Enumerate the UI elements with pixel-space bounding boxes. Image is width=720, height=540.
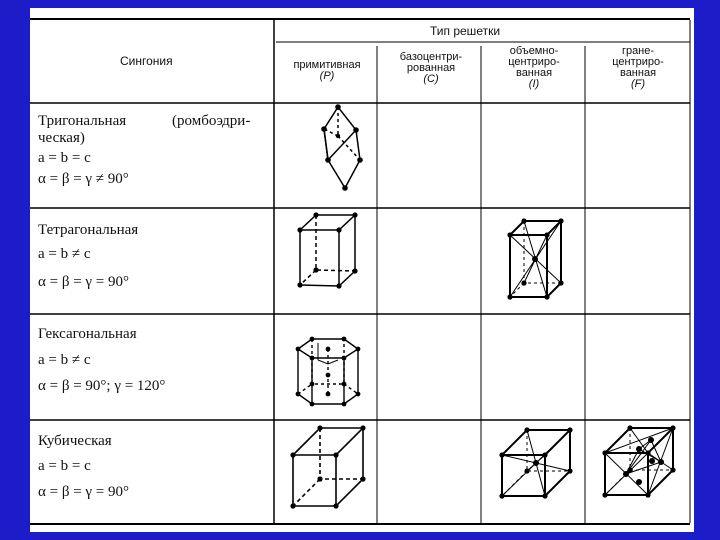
cubic-face-centered-cell xyxy=(602,425,675,497)
column-base-centered-header: базоцентри- рованная (C) xyxy=(399,51,463,85)
row-tetragonal-name: Тетрагональная xyxy=(38,222,139,238)
row-cubic-name: Кубическая xyxy=(38,433,112,449)
row-tetragonal-angles: α = β = γ = 90° xyxy=(38,274,129,290)
row-hexagonal-angles: α = β = 90°; γ = 120° xyxy=(38,378,166,394)
column-primitive-header: примитивная (P) xyxy=(293,59,361,82)
cubic-primitive-cell xyxy=(290,425,365,508)
row-trigonal-name: Тригональная xyxy=(38,113,127,129)
hexagonal-primitive-cell xyxy=(296,337,361,407)
column-face-centered-header: гране- центриро- ванная (F) xyxy=(612,45,664,90)
cubic-body-centered-cell xyxy=(499,427,572,498)
tetragonal-primitive-cell xyxy=(297,212,357,288)
row-trigonal-angles: α = β = γ ≠ 90° xyxy=(38,171,129,187)
lattice-table-sheet xyxy=(30,8,694,532)
row-hexagonal-axes: a = b ≠ c xyxy=(38,352,91,368)
tetragonal-body-centered-cell xyxy=(507,218,563,299)
row-cubic-axes: a = b = c xyxy=(38,458,91,474)
row-trigonal-axes: a = b = c xyxy=(38,150,91,166)
lattice-diagrams xyxy=(30,8,694,532)
row-cubic-angles: α = β = γ = 90° xyxy=(38,484,129,500)
row-hexagonal-name: Гексагональная xyxy=(38,326,137,342)
lattice-type-heading: Тип решетки xyxy=(430,24,501,38)
row-tetragonal-axes: a = b ≠ c xyxy=(38,246,91,262)
row-trigonal-note: (ромбоэдри- xyxy=(172,113,251,129)
column-body-centered-header: объемно- центриро- ванная (I) xyxy=(508,45,560,90)
syngony-heading: Сингония xyxy=(120,54,173,68)
trigonal-primitive-cell xyxy=(321,104,363,191)
row-trigonal-name-cont: ческая) xyxy=(38,130,85,146)
